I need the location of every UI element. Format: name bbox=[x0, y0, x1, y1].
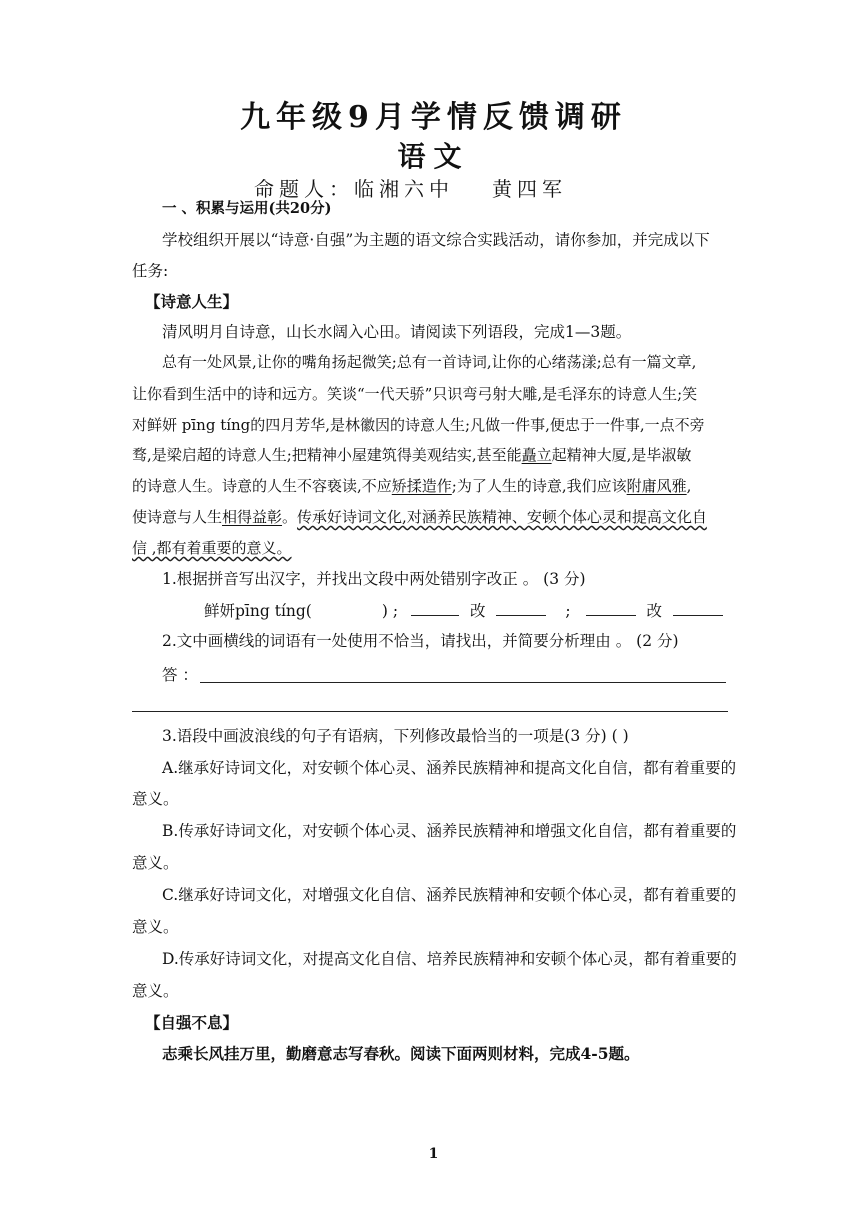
option-a-line-1: A.继承好诗词文化，对安顿个体心灵、涵养民族精神和提高文化自信，都有着重要的 bbox=[162, 759, 737, 777]
passage-text: ;为了人生的诗意,我们应该 bbox=[451, 477, 627, 495]
part2-title: 【自强不息】 bbox=[145, 1013, 239, 1032]
wavy-underlined-sentence: 传承好诗词文化,对涵养民族精神、安顿个体心灵和提高文化自 bbox=[297, 508, 707, 526]
answer-line-2[interactable] bbox=[132, 711, 728, 712]
option-c-line-2: 意义。 bbox=[132, 918, 179, 936]
underlined-word: 矫揉造作 bbox=[391, 477, 452, 495]
passage-text: 使诗意与人生 bbox=[132, 508, 223, 526]
passage-text: , bbox=[686, 477, 692, 495]
q1-correct-char-1[interactable] bbox=[496, 599, 546, 616]
passage-text: 骛,是梁启超的诗意人生;把精神小屋建筑得美观结实,甚至能 bbox=[132, 446, 522, 464]
passage-text: 的诗意人生。诗意的人生不容亵读,不应 bbox=[132, 477, 392, 495]
option-a-line-2: 意义。 bbox=[132, 790, 179, 808]
passage-line-4 bbox=[132, 444, 691, 466]
q1-wrong-char-2[interactable] bbox=[586, 599, 636, 616]
answer-line-1[interactable] bbox=[200, 682, 726, 683]
part1-title: 【诗意人生】 bbox=[145, 292, 239, 311]
q1-change-label: 改 bbox=[469, 602, 486, 620]
author-label: 命题人：临湘六中 bbox=[254, 177, 454, 201]
question-2-answer-label: 答 ： bbox=[162, 666, 198, 684]
intro-line-2: 任务: bbox=[132, 262, 169, 280]
question-2: 2.文中画横线的词语有一处使用不恰当，请找出，并简要分析理由 。 (2 分) bbox=[162, 632, 679, 650]
q1-word: 鲜妍pīng tíng( bbox=[204, 602, 312, 620]
intro-line-1: 学校组织开展以“诗意·自强”为主题的语文综合实践活动，请你参加，并完成以下 bbox=[162, 231, 710, 249]
author-name: 黄四军 bbox=[492, 177, 567, 201]
q1-correct-char-2[interactable] bbox=[673, 599, 723, 616]
underlined-word: 矗立 bbox=[521, 446, 552, 464]
passage-line-1: 总有一处风景,让你的嘴角扬起微笑;总有一首诗词,让你的心绪荡漾;总有一篇文章, bbox=[162, 353, 697, 371]
option-d-line-1: D.传承好诗词文化，对提高文化自信、培养民族精神和安顿个体心灵，都有着重要的 bbox=[162, 950, 737, 968]
q1-change-label: 改 bbox=[646, 602, 662, 620]
page-number: 1 bbox=[428, 1146, 439, 1162]
option-b-line-1: B.传承好诗词文化，对安顿个体心灵、涵养民族精神和增强文化自信，都有着重要的 bbox=[162, 822, 737, 840]
q1-separator: ; bbox=[565, 602, 571, 620]
option-c-line-1: C.继承好诗词文化，对增强文化自信、涵养民族精神和安顿个体心灵，都有着重要的 bbox=[162, 886, 737, 904]
exam-title: 九年级9月学情反馈调研 bbox=[240, 100, 627, 135]
underlined-word: 相得益彰 bbox=[222, 508, 283, 526]
passage-text: 。 bbox=[282, 508, 298, 526]
passage-line-3: 对鲜妍 pīng tíng的四月芳华,是林徽因的诗意人生;凡做一件事,便忠于一件事,一点不旁 bbox=[132, 416, 705, 434]
underlined-word: 附庸风雅 bbox=[626, 477, 687, 495]
option-b-line-2: 意义。 bbox=[132, 854, 179, 872]
passage-line-7 bbox=[132, 537, 292, 559]
passage-line-6 bbox=[132, 506, 707, 528]
option-d-line-2: 意义。 bbox=[132, 982, 179, 1000]
q1-wrong-char-1[interactable] bbox=[411, 599, 459, 616]
wavy-underlined-sentence: 信 ,都有着重要的意义。 bbox=[132, 539, 292, 557]
subject-title: 语文 bbox=[397, 140, 470, 173]
passage-line-5 bbox=[132, 475, 691, 497]
part1-lead: 清风明月自诗意，山长水阔入心田。请阅读下列语段，完成1—3题。 bbox=[162, 323, 632, 341]
passage-text: 起精神大厦,是毕淑敏 bbox=[551, 446, 692, 464]
passage-line-2: 让你看到生活中的诗和远方。笑谈“一代天骄”只识弯弓射大雕,是毛泽东的诗意人生;笑 bbox=[132, 385, 698, 403]
q1-close: ) ; bbox=[381, 602, 399, 620]
question-1-answer-row bbox=[204, 599, 723, 622]
question-3: 3.语段中画波浪线的句子有语病，下列修改最恰当的一项是(3 分) ( ) bbox=[162, 727, 629, 745]
section-heading: 一 、积累与运用(共20分) bbox=[162, 200, 332, 217]
part2-lead: 志乘长风挂万里，勤磨意志写春秋。阅读下面两则材料，完成4-5题。 bbox=[162, 1044, 640, 1063]
question-1: 1.根据拼音写出汉字，并找出文段中两处错别字改正 。 (3 分) bbox=[162, 570, 586, 588]
